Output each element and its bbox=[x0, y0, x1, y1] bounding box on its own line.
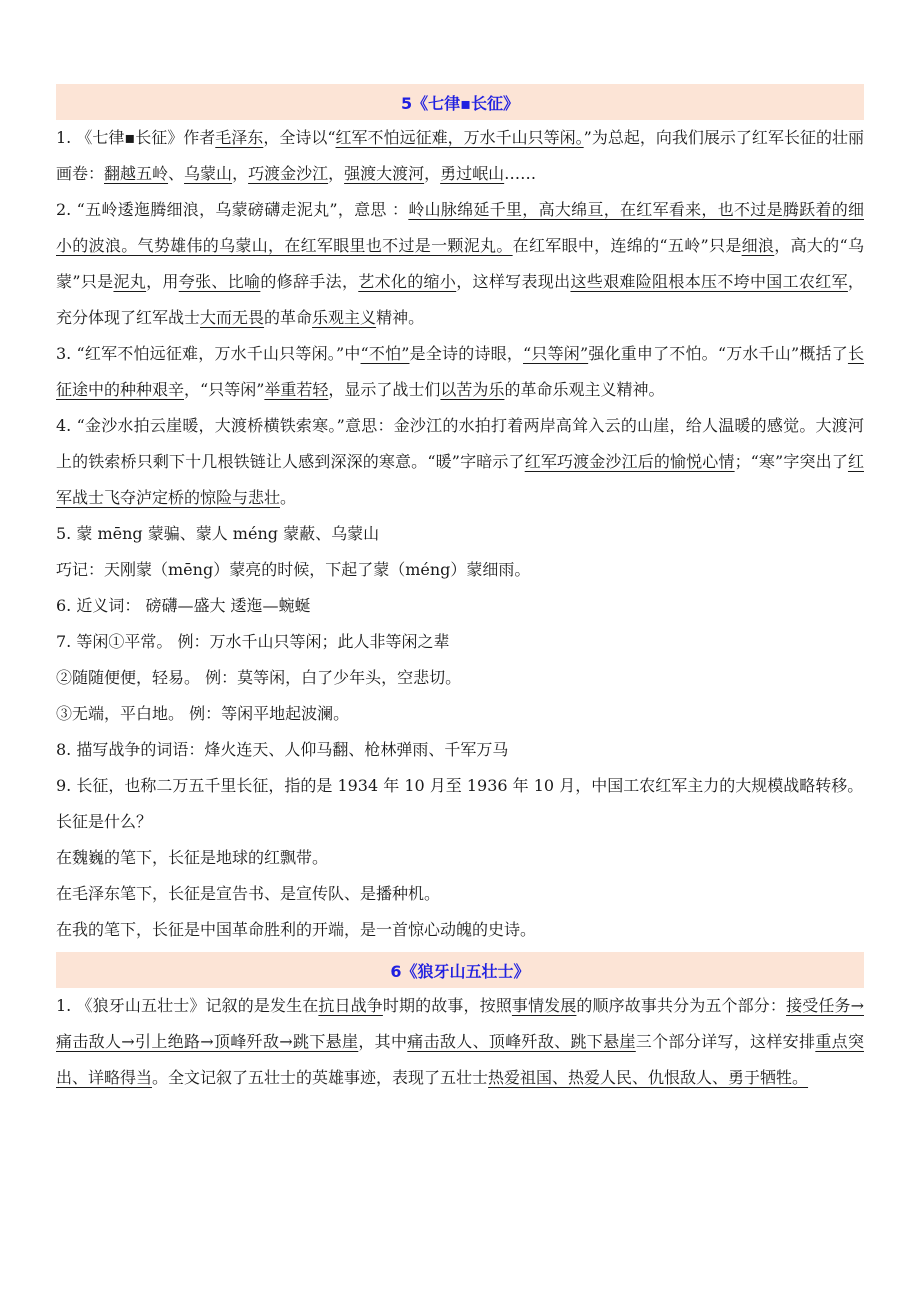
underlined-key-phrase: 强渡大渡河 bbox=[344, 164, 425, 183]
underlined-key-phrase: “只等闲” bbox=[523, 344, 589, 363]
paragraph bbox=[56, 120, 864, 192]
text-run: ， bbox=[424, 164, 441, 183]
paragraph bbox=[56, 624, 864, 660]
text-run: ，高大的“乌蒙”只是 bbox=[56, 236, 864, 291]
underlined-key-phrase: 乌蒙山 bbox=[184, 164, 233, 183]
section-title: 5《七律▪长征》 bbox=[56, 84, 864, 120]
underlined-key-phrase: 热爱祖国、热爱人民、仇恨敌人、勇于牺牲。 bbox=[488, 1068, 809, 1087]
text-run: 7. 等闲①平常。 例：万水千山只等闲；此人非等闲之辈 bbox=[56, 632, 450, 651]
paragraph bbox=[56, 408, 864, 516]
text-run: 5. 蒙 mēng 蒙骗、蒙人 méng 蒙蔽、乌蒙山 bbox=[56, 524, 380, 543]
text-run: 4. “金沙水拍云崖暖，大渡桥横铁索寒。”意思：金沙江的水拍打着两岸高耸入云的山崖，给人温暖的感觉。大渡河上的铁索桥只剩下十几根铁链让人感到深深的寒意。“暖”字暗示了 bbox=[56, 416, 864, 471]
underlined-key-phrase: 长征途中的种种艰辛 bbox=[56, 344, 864, 399]
text-run: ③无端，平白地。 例：等闲平地起波澜。 bbox=[56, 704, 350, 723]
text-run: 在我的笔下，长征是中国革命胜利的开端，是一首惊心动魄的史诗。 bbox=[56, 920, 537, 939]
text-run: ，其中 bbox=[358, 1032, 408, 1051]
underlined-key-phrase: 岭山脉绵延千里，高大绵亘，在红军看来，也不过是腾跃着的细小的波浪。气势雄伟的乌蒙山，在红军眼里也不过是一颗泥丸。 bbox=[56, 200, 864, 255]
underlined-key-phrase: 举重若轻 bbox=[264, 380, 329, 399]
underlined-key-phrase: 以苦为乐 bbox=[440, 380, 505, 399]
underlined-key-phrase: 翻越五岭 bbox=[104, 164, 169, 183]
text-run: 巧记：天刚蒙（mēng）蒙亮的时候，下起了蒙（méng）蒙细雨。 bbox=[56, 560, 531, 579]
text-run: 时期的故事，按照 bbox=[382, 996, 512, 1015]
underlined-key-phrase: 乐观主义 bbox=[312, 308, 377, 327]
paragraph bbox=[56, 804, 864, 840]
underlined-key-phrase: 痛击敌人、顶峰歼敌、跳下悬崖 bbox=[407, 1032, 636, 1051]
text-run: 是全诗的诗眼， bbox=[409, 344, 524, 363]
paragraph bbox=[56, 732, 864, 768]
text-run: 1. 《狼牙山五壮士》记叙的是发生在 bbox=[56, 996, 319, 1015]
text-run: 2. “五岭逶迤腾细浪，乌蒙磅礴走泥丸”，意思 ： bbox=[56, 200, 409, 219]
text-run: 在毛泽东笔下，长征是宣告书、是宣传队、是播种机。 bbox=[56, 884, 441, 903]
text-run: ，“只等闲” bbox=[184, 380, 265, 399]
text-run: 1. 《七律▪长征》作者 bbox=[56, 128, 216, 147]
paragraph bbox=[56, 696, 864, 732]
text-run: 的革命 bbox=[264, 308, 313, 327]
text-run: ②随随便便，轻易。 例：莫等闲，白了少年头，空悲切。 bbox=[56, 668, 462, 687]
underlined-key-phrase: 事情发展 bbox=[511, 996, 577, 1015]
underlined-key-phrase: 重点突出、详略得当 bbox=[56, 1032, 864, 1087]
text-run: …… bbox=[504, 164, 537, 183]
text-run: 的顺序故事共分为五个部分： bbox=[576, 996, 787, 1015]
text-run: ，全诗以“ bbox=[263, 128, 336, 147]
document-content bbox=[56, 84, 864, 1096]
text-run: 的修辞手法， bbox=[260, 272, 359, 291]
text-run: ， bbox=[328, 164, 345, 183]
underlined-key-phrase: 细浪 bbox=[741, 236, 775, 255]
text-run: 。全文记叙了五壮士的英雄事迹，表现了五壮士 bbox=[152, 1068, 489, 1087]
paragraph bbox=[56, 660, 864, 696]
underlined-key-phrase: 接受任务→痛击敌人→引上绝路→顶峰歼敌→跳下悬崖 bbox=[56, 996, 864, 1051]
text-run: 3. “红军不怕远征难，万水千山只等闲。”中 bbox=[56, 344, 361, 363]
underlined-key-phrase: 勇过岷山 bbox=[440, 164, 505, 183]
paragraph bbox=[56, 336, 864, 408]
underlined-key-phrase: “不怕” bbox=[360, 344, 410, 363]
text-run: 长征是什么？ bbox=[56, 812, 153, 831]
paragraph bbox=[56, 552, 864, 588]
paragraph bbox=[56, 912, 864, 948]
text-run: 精神。 bbox=[376, 308, 425, 327]
paragraph bbox=[56, 516, 864, 552]
text-run: ，显示了战士们 bbox=[328, 380, 441, 399]
underlined-key-phrase: 红军不怕远征难，万水千山只等闲。 bbox=[335, 128, 584, 147]
text-run: 8. 描写战争的词语：烽火连天、人仰马翻、枪林弹雨、千军万马 bbox=[56, 740, 509, 759]
paragraph bbox=[56, 988, 864, 1096]
text-run: 、 bbox=[168, 164, 185, 183]
underlined-key-phrase: 抗日战争 bbox=[318, 996, 383, 1015]
underlined-key-phrase: 这些艰难险阻根本压不垮中国工农红军 bbox=[570, 272, 848, 291]
text-run: 在魏巍的笔下，长征是地球的红飘带。 bbox=[56, 848, 329, 867]
text-run: ，用 bbox=[146, 272, 179, 291]
underlined-key-phrase: 大而无畏 bbox=[200, 308, 265, 327]
text-run: ；“寒”字突出了 bbox=[734, 452, 848, 471]
paragraph bbox=[56, 768, 864, 804]
underlined-key-phrase: 夸张、比喻 bbox=[178, 272, 261, 291]
text-run: 三个部分详写，这样安排 bbox=[635, 1032, 816, 1051]
underlined-key-phrase: 艺术化的缩小 bbox=[358, 272, 457, 291]
text-run: 在红军眼中，连绵的“五岭”只是 bbox=[512, 236, 742, 255]
underlined-key-phrase: 巧渡金沙江 bbox=[248, 164, 329, 183]
text-run: ”为总起，向我们展示了红军长征的壮丽画卷： bbox=[56, 128, 864, 183]
section-title: 6《狼牙山五壮士》 bbox=[56, 952, 864, 988]
underlined-key-phrase: 红军巧渡金沙江后的愉悦心情 bbox=[524, 452, 735, 471]
text-run: ，充分体现了红军战士 bbox=[56, 272, 864, 327]
underlined-key-phrase: 红军战士飞夺泸定桥的惊险与悲壮 bbox=[56, 452, 864, 507]
text-run: 。 bbox=[280, 488, 297, 507]
paragraph bbox=[56, 192, 864, 336]
text-run: ， bbox=[232, 164, 249, 183]
text-run: 强化重申了不怕。“万水千山”概括了 bbox=[588, 344, 848, 363]
paragraph bbox=[56, 876, 864, 912]
text-run: 9. 长征，也称二万五千里长征，指的是 1934 年 10 月至 1936 年 10 月，中国工农红军主力的大规模战略转移。 bbox=[56, 776, 864, 795]
underlined-key-phrase: 泥丸 bbox=[113, 272, 147, 291]
underlined-key-phrase: 毛泽东 bbox=[215, 128, 264, 147]
paragraph bbox=[56, 840, 864, 876]
paragraph bbox=[56, 588, 864, 624]
text-run: 的革命乐观主义精神。 bbox=[504, 380, 665, 399]
text-run: 6. 近义词： 磅礴—盛大 逶迤—蜿蜒 bbox=[56, 596, 311, 615]
text-run: ，这样写表现出 bbox=[456, 272, 571, 291]
